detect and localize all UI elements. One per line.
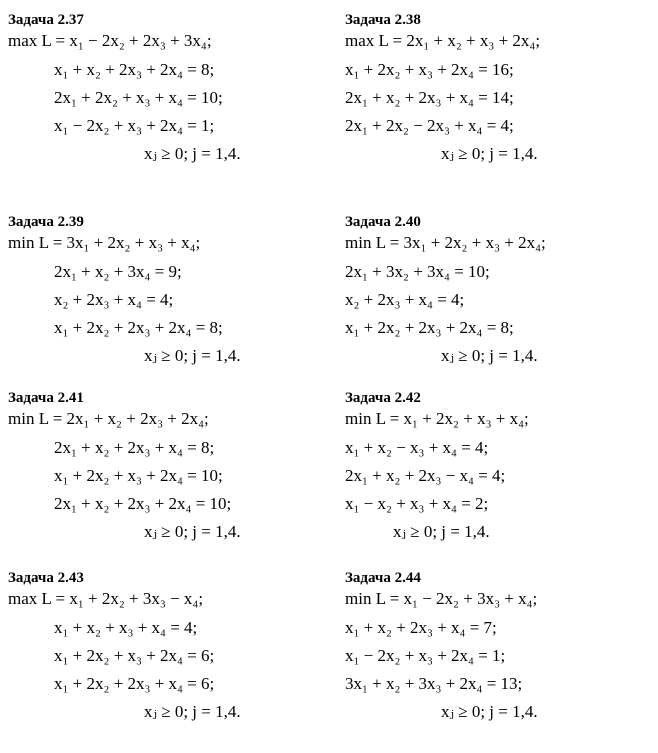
constraint-2: 2x₁ + 2x₂ + x₃ + x₄ = 10;: [54, 88, 223, 107]
objective-function: min L = 3x₁ + 2x₂ + x₃ + 2x₄;: [345, 233, 546, 252]
nonnegativity-condition: xⱼ ≥ 0; j = 1,4.: [441, 144, 538, 163]
nonnegativity-condition: xⱼ ≥ 0; j = 1,4.: [144, 702, 241, 721]
problem-title: Задача 2.40: [345, 214, 421, 230]
problem-title: Задача 2.44: [345, 570, 421, 586]
constraint-block: [345, 56, 655, 140]
nonnegativity-condition: xⱼ ≥ 0; j = 1,4.: [441, 702, 538, 721]
constraint-3: x₁ − x₂ + x₃ + x₄ = 2;: [345, 494, 489, 513]
constraint-2: x₁ + 2x₂ + x₃ + 2x₄ = 10;: [54, 466, 223, 485]
nonnegativity-condition: xⱼ ≥ 0; j = 1,4.: [393, 522, 490, 541]
problem-title: Задача 2.38: [345, 12, 421, 28]
problem-title: Задача 2.39: [8, 214, 84, 230]
constraint-block: [8, 56, 318, 140]
objective-function: min L = 3x₁ + 2x₂ + x₃ + x₄;: [8, 233, 201, 252]
constraint-3: x₁ + 2x₂ + 2x₃ + 2x₄ = 8;: [54, 318, 223, 337]
nonnegativity-condition: xⱼ ≥ 0; j = 1,4.: [144, 522, 241, 541]
problem-2-39: [8, 212, 318, 370]
constraint-1: 2x₁ + x₂ + 3x₄ = 9;: [54, 262, 182, 281]
nonnegativity-condition: xⱼ ≥ 0; j = 1,4.: [441, 346, 538, 365]
objective-function: min L = x₁ + 2x₂ + x₃ + x₄;: [345, 409, 529, 428]
nonnegativity-condition: xⱼ ≥ 0; j = 1,4.: [144, 144, 241, 163]
constraint-1: 2x₁ + x₂ + 2x₃ + x₄ = 8;: [54, 438, 215, 457]
problem-2-44: [345, 568, 655, 726]
constraint-block: [8, 258, 318, 342]
constraint-1: x₁ + x₂ − x₃ + x₄ = 4;: [345, 438, 489, 457]
constraint-2: x₂ + 2x₃ + x₄ = 4;: [54, 290, 174, 309]
constraint-2: x₁ − 2x₂ + x₃ + 2x₄ = 1;: [345, 646, 506, 665]
problem-2-37: [8, 10, 318, 168]
constraint-1: x₁ + 2x₂ + x₃ + 2x₄ = 16;: [345, 60, 514, 79]
problem-2-43: [8, 568, 318, 726]
constraint-block: [8, 434, 318, 518]
objective-function: max L = 2x₁ + x₂ + x₃ + 2x₄;: [345, 31, 541, 50]
problem-2-40: [345, 212, 655, 370]
constraint-2: 2x₁ + x₂ + 2x₃ − x₄ = 4;: [345, 466, 506, 485]
constraint-3: x₁ + 2x₂ + 2x₃ + 2x₄ = 8;: [345, 318, 514, 337]
objective-function: min L = x₁ − 2x₂ + 3x₃ + x₄;: [345, 589, 538, 608]
constraint-3: x₁ − 2x₂ + x₃ + 2x₄ = 1;: [54, 116, 215, 135]
constraint-1: x₁ + x₂ + x₃ + x₄ = 4;: [54, 618, 198, 637]
constraint-3: x₁ + 2x₂ + 2x₃ + x₄ = 6;: [54, 674, 215, 693]
problem-2-42: [345, 388, 655, 546]
constraint-block: [8, 614, 318, 698]
constraint-3: 2x₁ + x₂ + 2x₃ + 2x₄ = 10;: [54, 494, 232, 513]
constraint-2: 2x₁ + x₂ + 2x₃ + x₄ = 14;: [345, 88, 514, 107]
problem-title: Задача 2.37: [8, 12, 84, 28]
objective-function: max L = x₁ + 2x₂ + 3x₃ − x₄;: [8, 589, 204, 608]
objective-function: max L = x₁ − 2x₂ + 2x₃ + 3x₄;: [8, 31, 212, 50]
constraint-2: x₂ + 2x₃ + x₄ = 4;: [345, 290, 465, 309]
problem-title: Задача 2.42: [345, 390, 421, 406]
constraint-1: 2x₁ + 3x₂ + 3x₄ = 10;: [345, 262, 490, 281]
objective-function: min L = 2x₁ + x₂ + 2x₃ + 2x₄;: [8, 409, 209, 428]
constraint-2: x₁ + 2x₂ + x₃ + 2x₄ = 6;: [54, 646, 215, 665]
problem-title: Задача 2.43: [8, 570, 84, 586]
constraint-block: [345, 614, 655, 698]
constraint-3: 3x₁ + x₂ + 3x₃ + 2x₄ = 13;: [345, 674, 523, 693]
problem-2-38: [345, 10, 655, 168]
problem-title: Задача 2.41: [8, 390, 84, 406]
constraint-block: [345, 258, 655, 342]
nonnegativity-condition: xⱼ ≥ 0; j = 1,4.: [144, 346, 241, 365]
constraint-3: 2x₁ + 2x₂ − 2x₃ + x₄ = 4;: [345, 116, 514, 135]
constraint-block: [345, 434, 655, 518]
problem-2-41: [8, 388, 318, 546]
constraint-1: x₁ + x₂ + 2x₃ + x₄ = 7;: [345, 618, 497, 637]
constraint-1: x₁ + x₂ + 2x₃ + 2x₄ = 8;: [54, 60, 215, 79]
